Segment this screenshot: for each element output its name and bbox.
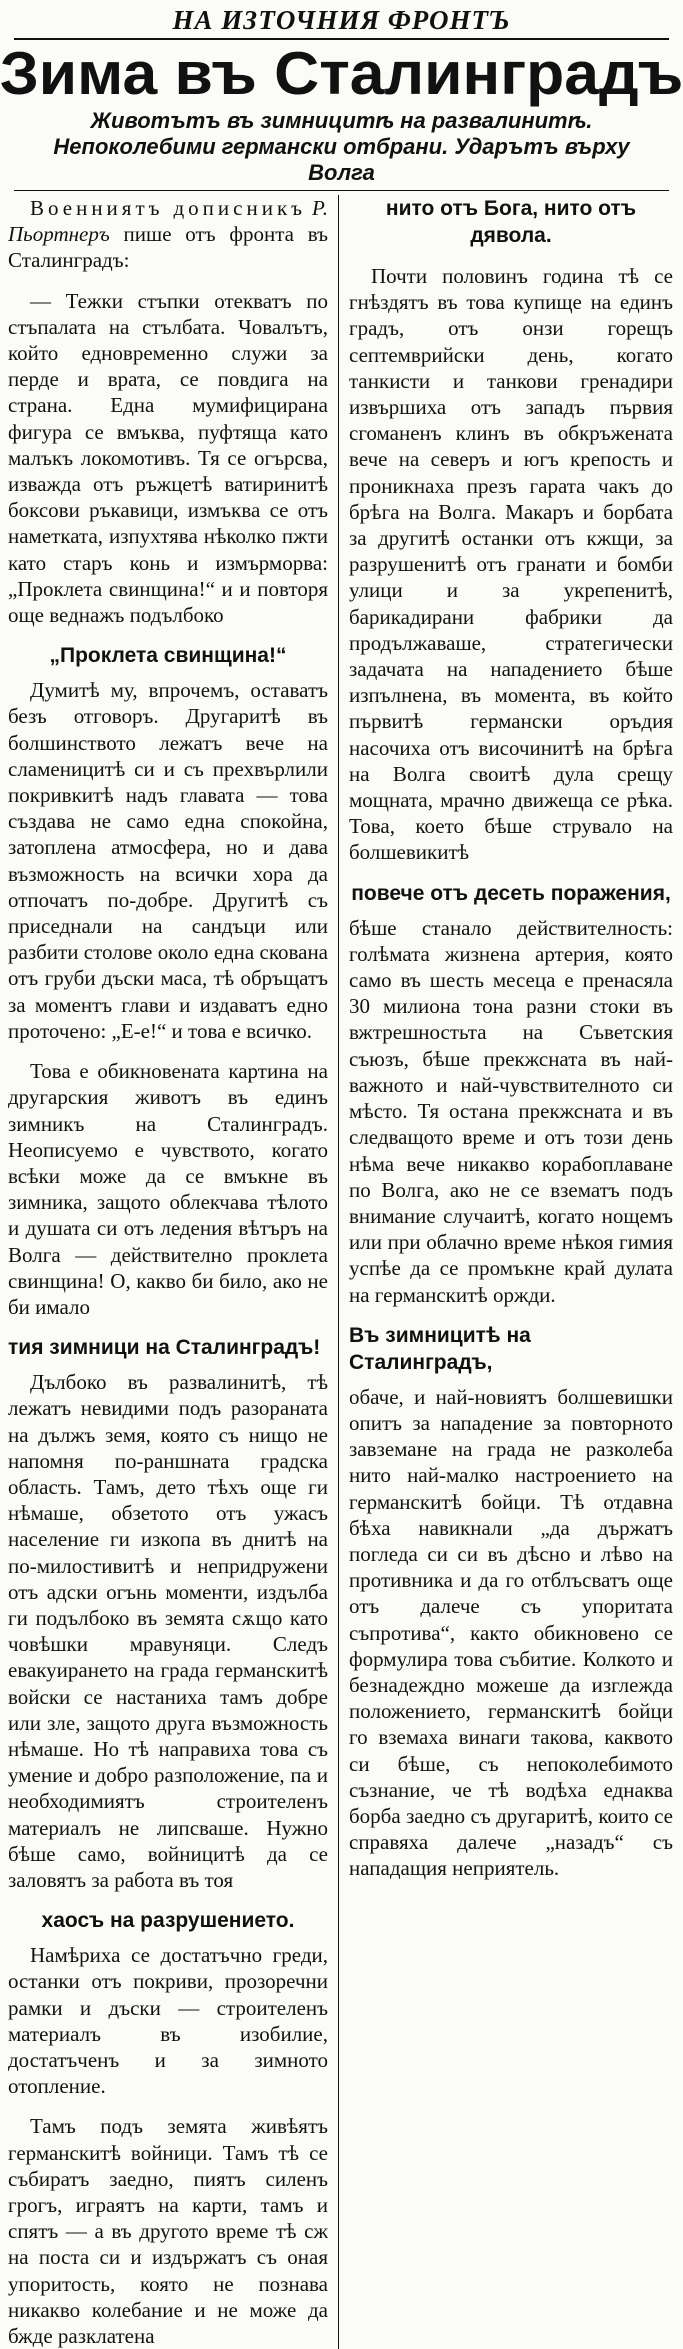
paragraph: Почти половинъ година тѣ се гнѣздятъ въ това купище на единъ градъ, отъ онзи горещъ септемврийски день, когато танкисти и танкови гренадири извършиха отъ западъ първия сгоманенъ клинъ въ обкръжената вече на северъ и югъ крепость и проникнаха презъ гарата чакъ до брѣга на Волга. Макаръ и борбата за другитѣ останки отъ кжщи, за разрушенитѣ отъ гранати и бомби улици и за укрепенитѣ, барикадирани фабрики да продължаваше, стратегически задачата на нападението бѣше изпълнена, въ момента, въ който първитѣ германски оръдия насочиха отъ височинитѣ на брѣга на Волга своитѣ дула срещу мощната, мрачно движеща се рѣка. Това, което бѣше струвало на болшевикитѣ — [349, 264, 673, 865]
paragraph: Дълбоко въ развалинитѣ, тѣ лежатъ невидими подъ разораната на дължъ земя, която съ нищо не напомня по-раншната градска область. Тамъ, дето тѣхъ още ги нѣмаше, обзетото отъ ужасъ население ги изкопа въ днитѣ на по-милостивитѣ и непридружени отъ адски огънь моменти, издълба ги подълбоко въ земята сѫщо като човѣшки мравуняци. Следъ евакуирането на града германскитѣ войски се настаниха тамъ добре или зле, защото друга възможность нѣмаше. Но тѣ направиха това съ умение и добро разположение, па и необходимиятъ строителенъ материалъ не липсваше. Нужно бѣше само, войницитѣ да се заловятъ за работа въ тоя — [8, 1370, 328, 1892]
paragraph: обаче, и най-новиятъ болшевишки опитъ за нападение за повторното завземане на града не разколеба нито най-малко настроението на германскитѣ бойци. Тѣ отдавна бѣха навикнали „да държатъ погледа си си въ дѣсно и лѣво на противника и да го отблъсватъ още отъ далече съ упоритата съпротива“, както обикновено се формулира това събитие. Колкото и безнадеждно можеше да изглежда положението, германскитѣ бойци го вземаха винаги такова, каквото си бѣше, съ непоколебимото съзнание, че тѣ водѣха еднаква борба заедно съ другаритѣ, които се справяха далече „назадъ“ съ нападащия неприятель. — [349, 1384, 673, 1881]
subheading: тия зимници на Сталинградъ! — [8, 1336, 321, 1360]
subheading: хаосъ на разрушението. — [41, 1909, 295, 1933]
paragraph: Намѣриха се достатъчно греди, останки отъ покриви, прозоречни рамки и дъски — строителенъ материалъ въ изобилие, достатъченъ и за зимното отопление. — [8, 1943, 328, 2099]
headline-deck: Животътъ въ зимницитѣ на развалинитѣ. Непоколебими германски отбрани. Ударътъ върху Волга — [53, 108, 630, 185]
subheading: „Проклета свинщина!“ — [49, 644, 287, 668]
section-rubric: НА ИЗТОЧНИЯ ФРОНТЪ — [172, 5, 511, 35]
right-column — [338, 195, 673, 2349]
intro-tail: пише отъ фронта въ Сталинградъ: — [8, 222, 329, 273]
intro-paragraph — [8, 195, 328, 274]
subheading: повече отъ десеть поражения, — [351, 881, 671, 905]
paragraph: бѣше станало действителность: голѣмата жизнена артерия, която само въ шесть месеца е пренасяла 30 милиона тона разни стоки въ вжтрешностьта на Съветския съюзъ, бѣше прекжсната въ най-важното и най-чувствителното си мѣсто. Тя остана прекжсната и въ следващото време и отъ този день нѣма вече никакво корабоплаване по Волга, ако не се взематъ подъ внимание случаитѣ, когато нощемъ или при облачно време нѣкоя гимия успѣе да се промъкне край дулата на германскитѣ оржди. — [349, 915, 673, 1307]
paragraph: Думитѣ му, впрочемъ, оставатъ безъ отговоръ. Другаритѣ въ болшинството лежатъ вече на сламеницитѣ си и съ прехвърлили покривкитѣ надъ главата — това създава не само една спокойна, затоплена атмосфера, но и дава възможность на всички хора да отпочатъ по-добре. Другитѣ съ приседнали на сандъци или разбити столове около една скована отъ груби дъски маса, тѣ обръщатъ за моментъ глави и издаватъ едно проточено: „Е-е!“ и това е всичко. — [8, 678, 328, 1043]
author-name: Р. Пьортнеръ — [8, 196, 328, 247]
deck-rule — [14, 190, 669, 191]
intro-lead: Военниятъ дописникъ — [30, 196, 307, 220]
paragraph: Тамъ подъ земята живѣятъ германскитѣ войници. Тамъ тѣ се събиратъ заедно, пиятъ силенъ грогъ, играятъ на карти, тамъ и спятъ — а въ другото време тѣ сж на поста си и издържатъ съ оная упоритость, която не познава никакво колебание и не може да бжде разклатена — [8, 2114, 328, 2349]
left-column — [8, 195, 338, 2349]
article-columns — [8, 195, 675, 2349]
subheading: Въ зимницитѣ на Сталинградъ, — [349, 1323, 531, 1374]
headline: Зима въ Сталинградъ — [0, 40, 683, 107]
subheading: нито отъ Бога, нито отъ дявола. — [385, 197, 637, 247]
paragraph: — Тежки стъпки отекватъ по стъпалата на стълбата. Човалътъ, който едновременно служи за перде и врата, се повдига на страна. Една мумифицирана фигура се вмъква, пуфтяща като малъкъ локомотивъ. Тя се огърсва, изважда отъ ръжцетѣ ватиринитѣ боксови ръкавици, измъква се отъ наметката, изпухтява нѣколко пжти като старъ конь и измърморва: „Проклета свинщина!“ и и повторя още веднажъ подълбоко — [8, 288, 328, 628]
paragraph: Това е обикновената картина на другарския животъ въ единъ зимникъ на Сталинградъ. Неописуемо е чувството, когато всѣки може да се вмъкне въ зимника, защото облекчава тѣлото и душата си отъ ледения вѣтъръ на Волга — действително проклета свинщина! О, какво би било, ако не би имало — [8, 1059, 328, 1319]
